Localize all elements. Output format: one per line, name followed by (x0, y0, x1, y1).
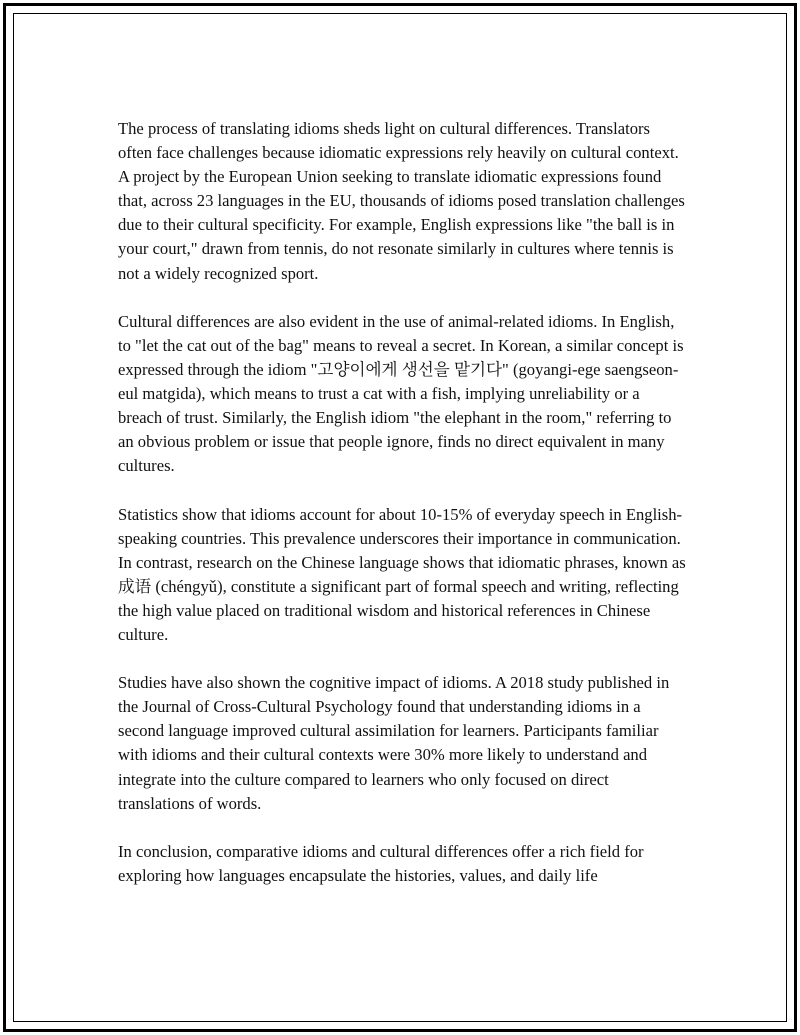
paragraph-cognitive-impact: Studies have also shown the cognitive impact of idioms. A 2018 study published in the Journal of Cross-Cultural Psychology found that understanding idioms in a second language improved cultural assimilation for learners. Participants familiar with idioms and their cultural contexts were 30% more likely to understand and integrate into the culture compared to learners who only focused on direct translations of words. (118, 673, 670, 813)
paragraph-conclusion: In conclusion, comparative idioms and cultural differences offer a rich field for exploring how languages encapsulate the histories, values, and daily life (118, 841, 644, 885)
document-body (118, 117, 688, 888)
paragraph-translation-challenges: The process of translating idioms sheds light on cultural differences. Translators often face challenges because idiomatic expressions rely heavily on cultural context. A project by the European Union seeking to translate idiomatic expressions found that, across 23 languages in the EU, thousands of idioms posed translation challenges due to their cultural specificity. For example, English expressions like "the ball is in your court," drawn from tennis, do not resonate similarly in cultures where tennis is not a widely recognized sport. (118, 119, 685, 283)
paragraph-animal-idioms: Cultural differences are also evident in the use of animal-related idioms. In English, to "let the cat out of the bag" means to reveal a secret. In Korean, a similar concept is expressed through the idiom "고양이에게 생선을 맡기다" (goyangi-ege saengseon-eul matgida), which means to trust a cat with a fish, implying unreliability or a breach of trust. Similarly, the English idiom "the elephant in the room," referring to an obvious problem or issue that people ignore, finds no direct equivalent in many cultures. (118, 311, 684, 476)
paragraph-statistics: Statistics show that idioms account for about 10-15% of everyday speech in English-speaking countries. This prevalence underscores their importance in communication. In contrast, research on the Chinese language shows that idiomatic phrases, known as 成语 (chéngyǔ), constitute a significant part of formal speech and writing, reflecting the high value placed on traditional wisdom and historical references in Chinese culture. (118, 504, 686, 644)
